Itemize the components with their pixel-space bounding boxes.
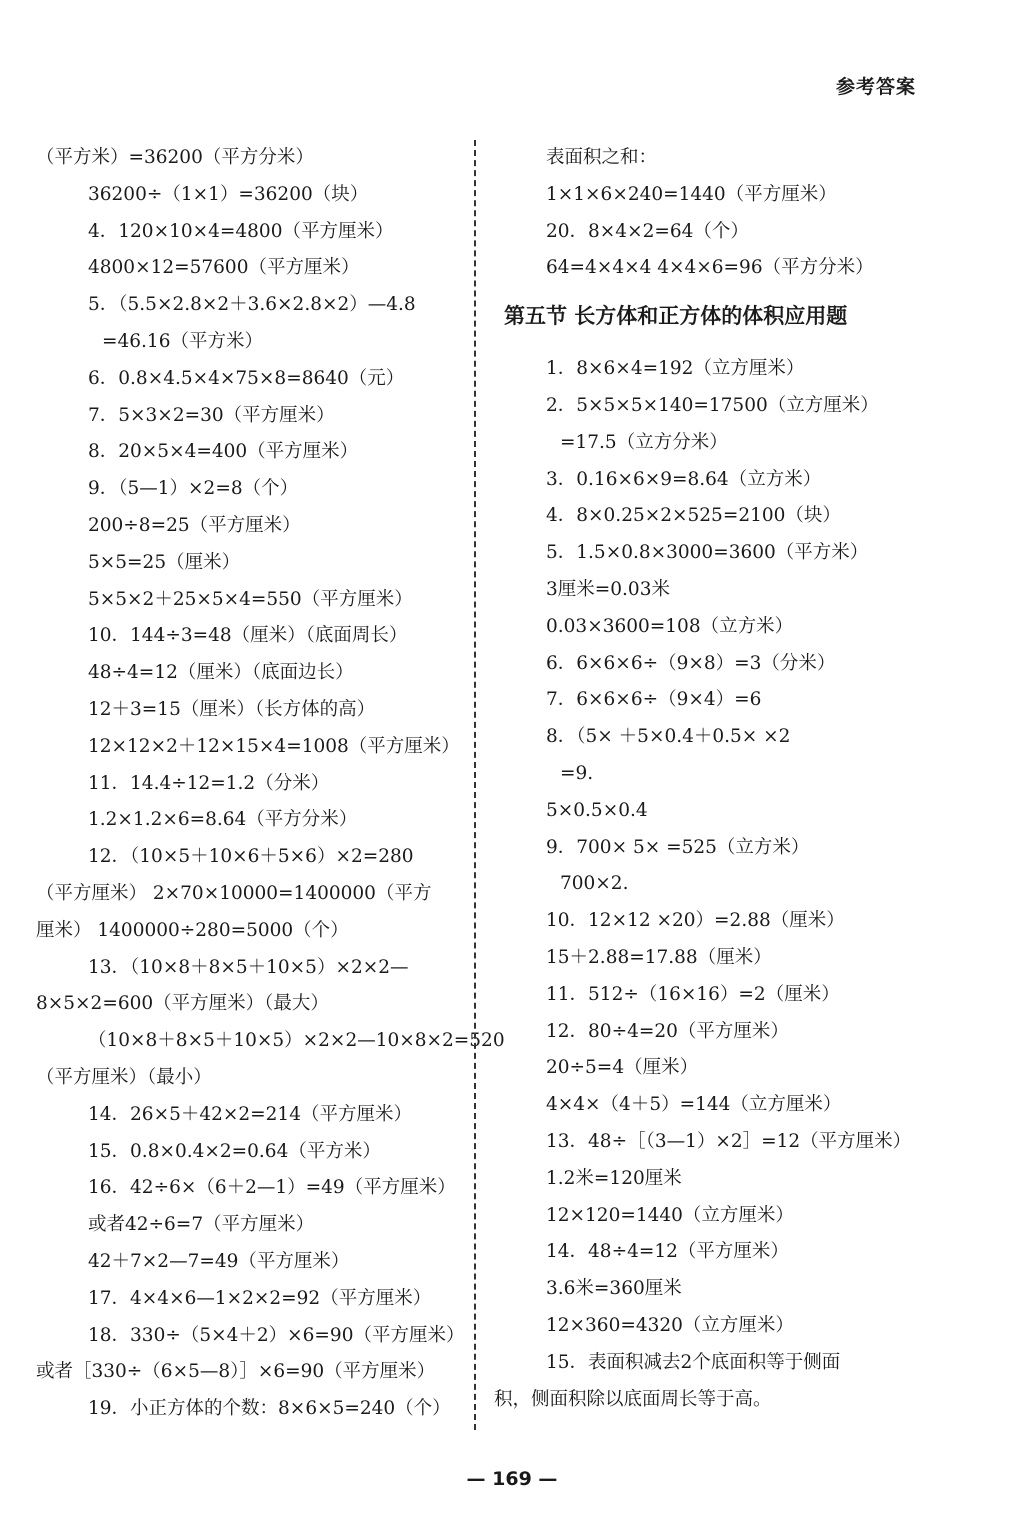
answer-line: 5×5×2＋25×5×4=550（平方厘米） <box>88 588 413 610</box>
right-answer-column <box>494 140 924 1418</box>
answer-line: （10×8＋8×5＋10×5）×2×2—10×8×2=520 <box>88 1030 505 1052</box>
answer-line: （平方厘米）（最小） <box>36 1066 212 1088</box>
answer-line: 200÷8=25（平方厘米） <box>88 514 301 536</box>
answer-line: 5×0.5×0.4 <box>546 799 648 821</box>
answer-line: 13．（10×8＋8×5＋10×5）×2×2— <box>88 956 409 978</box>
answer-line: 6．6×6×6÷（9×8）=3（分米） <box>546 652 836 674</box>
section-heading: 第五节 长方体和正方体的体积应用题 <box>504 304 848 329</box>
answer-line: 7．5×3×2=30（平方厘米） <box>88 404 335 426</box>
answer-line: 5．1.5×0.8×3000=3600（平方米） <box>546 542 869 564</box>
answer-line: 11．512÷（16×16）=2（厘米） <box>546 983 840 1005</box>
answer-line: 6．0.8×4.5×4×75×8=8640（元） <box>88 367 405 389</box>
answer-line: 0.03×3600=108（立方米） <box>546 615 794 637</box>
answer-line: 1．8×6×4=192（立方厘米） <box>546 358 805 380</box>
answer-line: =17.5（立方分米） <box>560 431 728 453</box>
answer-line: 48÷4=12（厘米）（底面边长） <box>88 662 354 684</box>
answer-line: 20÷5=4（厘米） <box>546 1057 699 1079</box>
answer-line: 5．（5.5×2.8×2＋3.6×2.8×2）—4.8 <box>88 294 416 316</box>
answer-line: （平方米）=36200（平方分米） <box>36 147 314 168</box>
answer-line: 积，侧面积除以底面周长等于高。 <box>494 1388 772 1410</box>
answer-line: 8．（5× ＋5×0.4＋0.5× ×2 <box>546 726 791 748</box>
answer-line: 9．700× 5× =525（立方米） <box>546 836 810 858</box>
left-answer-column <box>36 140 505 1428</box>
answer-line: 16．42÷6×（6＋2—1）=49（平方厘米） <box>88 1177 456 1199</box>
answer-line: 14．26×5＋42×2=214（平方厘米） <box>88 1103 412 1125</box>
answer-line: 15．表面积减去2个底面积等于侧面 <box>546 1351 841 1373</box>
answer-line: 3．0.16×6×9=8.64（立方米） <box>546 468 822 490</box>
answer-line: 3.6米=360厘米 <box>546 1278 682 1300</box>
answer-line: 15．0.8×0.4×2=0.64（平方米） <box>88 1140 381 1162</box>
column-divider <box>474 140 476 1430</box>
answer-line: 12×120=1440（立方厘米） <box>546 1204 794 1226</box>
answer-line: 64=4×4×4 4×4×6=96（平方分米） <box>546 257 874 279</box>
answer-line: 8．20×5×4=400（平方厘米） <box>88 441 359 463</box>
answer-line: 42＋7×2—7=49（平方厘米） <box>88 1250 350 1272</box>
answer-line: 18．330÷（5×4＋2）×6=90（平方厘米） <box>88 1324 465 1346</box>
answer-line: 4×4×（4＋5）=144（立方厘米） <box>546 1094 842 1116</box>
answer-line: 9．（5—1）×2=8（个） <box>88 478 299 500</box>
answer-line: 36200÷（1×1）=36200（块） <box>88 183 369 205</box>
answer-line: 8×5×2=600（平方厘米）（最大） <box>36 993 329 1015</box>
answer-line: 4．8×0.25×2×525=2100（块） <box>546 505 841 527</box>
answer-line: 12×360=4320（立方厘米） <box>546 1314 794 1336</box>
answer-line: 3厘米=0.03米 <box>546 578 670 600</box>
answer-line: 4．120×10×4=4800（平方厘米） <box>88 220 394 242</box>
answer-line: 5×5=25（厘米） <box>88 551 241 573</box>
answer-line: 10．144÷3=48（厘米）（底面周长） <box>88 625 408 647</box>
answer-line: 12．80÷4=20（平方厘米） <box>546 1020 789 1042</box>
answer-line: 10．12×12 ×20）=2.88（厘米） <box>546 910 845 932</box>
answer-line: 表面积之和： <box>546 147 658 168</box>
answer-line: 或者［330÷（6×5—8）］×6=90（平方厘米） <box>36 1361 436 1383</box>
answer-line: 12＋3=15（厘米）（长方体的高） <box>88 698 376 720</box>
answer-line: 15＋2.88=17.88（厘米） <box>546 946 772 968</box>
answer-line: 1×1×6×240=1440（平方厘米） <box>546 183 837 205</box>
page-number: — 169 — <box>466 1468 558 1490</box>
answer-line: 7．6×6×6÷（9×4）=6 <box>546 689 762 711</box>
answer-line: 12．（10×5＋10×6＋5×6）×2=280 <box>88 846 414 868</box>
answer-line: 12×12×2＋12×15×4=1008（平方厘米） <box>88 735 460 757</box>
answer-line: 4800×12=57600（平方厘米） <box>88 257 360 279</box>
answer-line: 11．14.4÷12=1.2（分米） <box>88 772 330 794</box>
answer-line: 1.2×1.2×6=8.64（平方分米） <box>88 809 358 831</box>
answer-line: 2．5×5×5×140=17500（立方厘米） <box>546 394 879 416</box>
answer-line: 或者42÷6=7（平方厘米） <box>88 1214 315 1236</box>
answer-line: 1.2米=120厘米 <box>546 1167 682 1189</box>
answer-line: 19．小正方体的个数：8×6×5=240（个） <box>88 1398 451 1420</box>
answer-line: =46.16（平方米） <box>102 330 263 352</box>
answer-line: （平方厘米） 2×70×10000=1400000（平方 <box>36 882 432 904</box>
answer-line: 厘米） 1400000÷280=5000（个） <box>36 919 349 941</box>
header-label: 参考答案 <box>835 76 916 98</box>
answer-line: 13．48÷［（3—1）×2］=12（平方厘米） <box>546 1130 912 1152</box>
answer-line: 17．4×4×6—1×2×2=92（平方厘米） <box>88 1287 432 1309</box>
answer-line: 20．8×4×2=64（个） <box>546 220 749 242</box>
answer-line: 14．48÷4=12（平方厘米） <box>546 1241 789 1263</box>
answer-line: 700×2. <box>560 873 629 895</box>
answer-line: =9. <box>560 762 594 784</box>
